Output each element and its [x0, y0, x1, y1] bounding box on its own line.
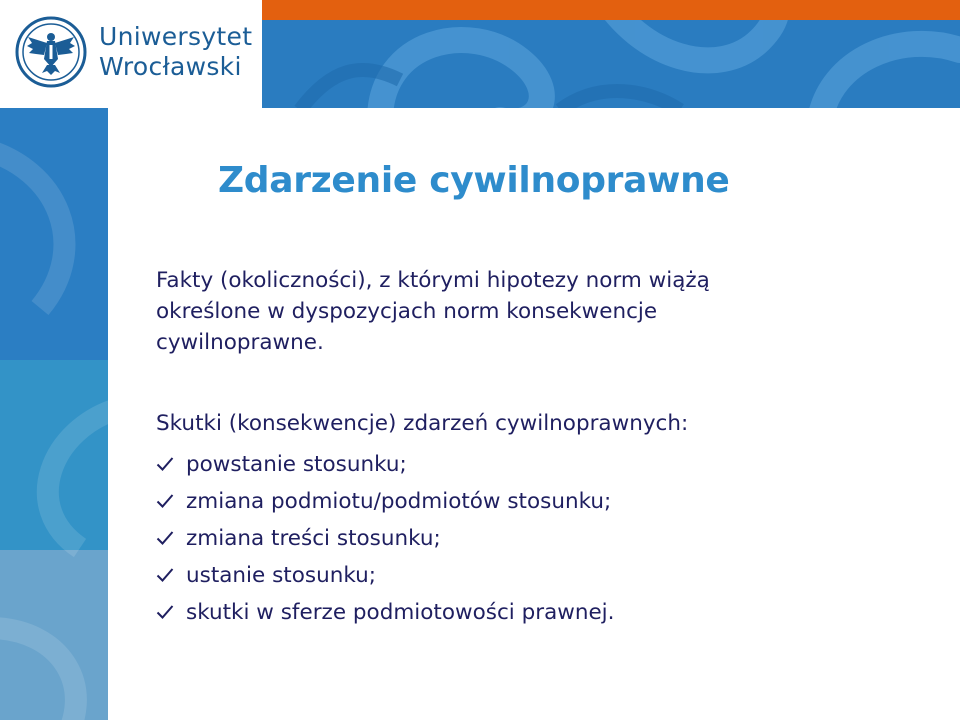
checkmark-icon — [156, 486, 186, 517]
intro-line: Fakty (okoliczności), z którymi hipotezy norm wiążą — [156, 268, 710, 293]
left-sidebar-band — [0, 108, 108, 720]
intro-line: określone w dyspozycjach norm konsekwencje — [156, 299, 658, 324]
sidebar-swirl-decoration — [0, 108, 108, 720]
accent-bar — [262, 0, 960, 20]
list-item-text: zmiana podmiotu/podmiotów stosunku; — [186, 489, 612, 514]
eagle-crest-icon — [14, 15, 88, 89]
list-item-text: powstanie stosunku; — [186, 452, 407, 477]
intro-line: cywilnoprawne. — [156, 330, 324, 355]
list-item — [156, 449, 615, 486]
header-band — [0, 0, 960, 108]
checkmark-icon — [156, 597, 186, 628]
consequences-list — [156, 449, 615, 634]
checkmark-icon — [156, 523, 186, 554]
university-logo — [0, 0, 262, 108]
list-item-text: skutki w sferze podmiotowości prawnej. — [186, 600, 615, 625]
list-heading: Skutki (konsekwencje) zdarzeń cywilnoprawnych: — [156, 411, 689, 436]
list-item — [156, 597, 615, 634]
logo-line-2: Wrocławski — [99, 52, 242, 81]
list-item — [156, 560, 615, 597]
university-name — [99, 22, 252, 82]
slide-title: Zdarzenie cywilnoprawne — [218, 160, 730, 201]
list-item — [156, 523, 615, 560]
checkmark-icon — [156, 560, 186, 591]
list-item — [156, 486, 615, 523]
checkmark-icon — [156, 449, 186, 480]
logo-line-1: Uniwersytet — [99, 22, 253, 51]
intro-paragraph — [156, 265, 936, 358]
list-item-text: zmiana treści stosunku; — [186, 526, 441, 551]
list-item-text: ustanie stosunku; — [186, 563, 376, 588]
